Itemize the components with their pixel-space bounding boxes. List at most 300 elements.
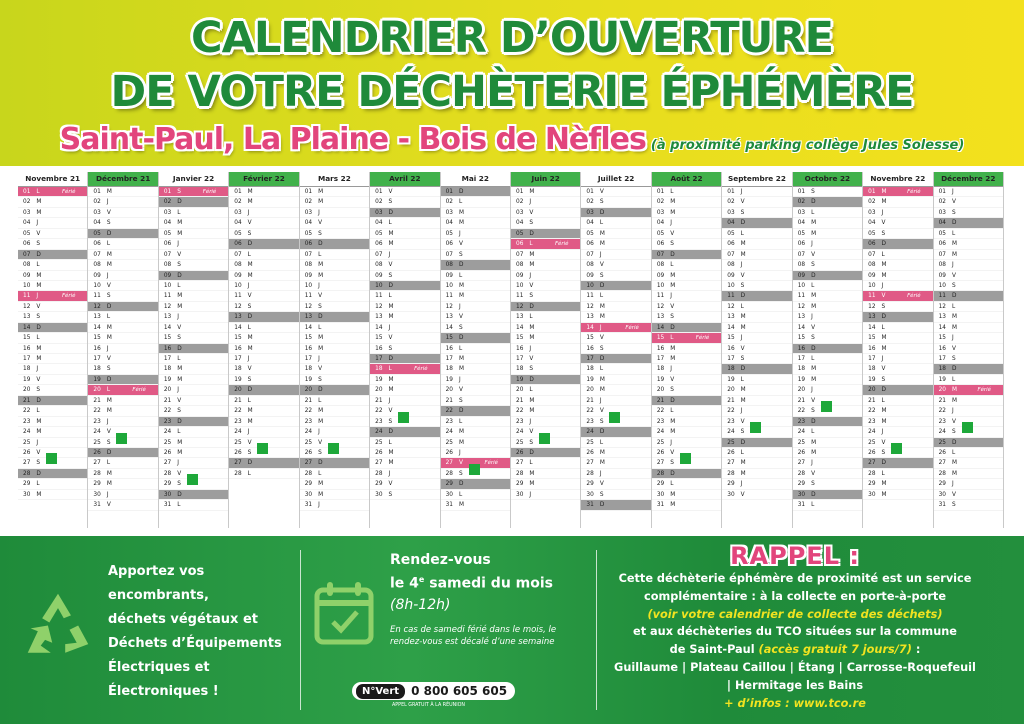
day-number: 07 xyxy=(797,251,806,258)
day-number: 10 xyxy=(868,282,876,289)
month-header: Mai 22 xyxy=(441,172,510,187)
day-row xyxy=(581,490,650,500)
day-number: 08 xyxy=(445,262,453,269)
weekday-letter: M xyxy=(951,251,957,258)
day-row xyxy=(934,375,1003,385)
day-number: 29 xyxy=(656,481,665,488)
day-row xyxy=(511,469,580,479)
weekday-letter: J xyxy=(458,230,461,237)
weekday-letter: L xyxy=(670,262,674,269)
day-row xyxy=(652,344,721,354)
day-number: 14 xyxy=(234,324,242,331)
day-row-sunday xyxy=(300,385,369,395)
rappel-free-access: (accès gratuit 7 jours/7) xyxy=(758,643,912,657)
weekday-letter: D xyxy=(670,397,675,404)
day-row xyxy=(300,500,369,510)
day-number: 27 xyxy=(656,460,665,467)
day-number: 01 xyxy=(727,189,735,195)
day-row xyxy=(229,469,298,479)
weekday-letter: V xyxy=(740,491,745,498)
day-number: 29 xyxy=(375,481,383,488)
weekday-letter: L xyxy=(529,460,533,467)
day-row-holiday xyxy=(159,187,228,197)
weekday-letter: D xyxy=(458,481,464,488)
day-number: 02 xyxy=(586,199,594,206)
open-day-marker xyxy=(398,412,409,423)
weekday-letter: J xyxy=(388,397,391,404)
day-number: 04 xyxy=(375,220,383,227)
holiday-label: Férié xyxy=(132,387,146,394)
day-number: 30 xyxy=(516,491,524,498)
day-number: 24 xyxy=(586,429,594,436)
weekday-letter: S xyxy=(740,282,745,289)
day-number: 09 xyxy=(586,272,594,279)
day-row xyxy=(511,208,580,218)
weekday-letter: J xyxy=(106,199,109,206)
weekday-letter: J xyxy=(740,189,743,195)
day-number: 10 xyxy=(516,282,524,289)
weekday-letter: M xyxy=(388,376,394,383)
weekday-letter: M xyxy=(106,189,112,195)
weekday-letter: S xyxy=(318,230,322,237)
day-number: 17 xyxy=(516,356,524,362)
day-number: 09 xyxy=(656,272,665,279)
weekday-letter: J xyxy=(177,314,179,321)
day-number: 08 xyxy=(375,262,383,269)
weekday-letter: V xyxy=(177,397,182,404)
day-row xyxy=(652,354,721,364)
weekday-letter: L xyxy=(247,251,251,258)
day-row xyxy=(652,218,721,228)
weekday-letter: D xyxy=(529,303,534,310)
day-number: 10 xyxy=(304,282,313,289)
day-number: 11 xyxy=(516,293,524,300)
day-number: 06 xyxy=(516,241,524,248)
weekday-letter: M xyxy=(458,356,464,362)
numero-vert-subtext: APPEL GRATUIT À LA RÉUNION xyxy=(392,703,466,708)
day-number: 28 xyxy=(938,470,946,477)
day-row xyxy=(793,385,862,395)
day-row xyxy=(934,458,1003,468)
weekday-letter: M xyxy=(670,418,676,425)
day-number: 21 xyxy=(304,397,313,404)
day-number: 26 xyxy=(93,449,101,456)
day-row xyxy=(722,333,791,343)
day-number: 26 xyxy=(797,449,806,456)
weekday-letter: M xyxy=(106,481,112,488)
day-number: 14 xyxy=(93,324,101,331)
day-row xyxy=(300,448,369,458)
weekday-letter: S xyxy=(106,293,111,300)
day-number: 25 xyxy=(163,439,172,446)
weekday-letter: V xyxy=(177,470,182,477)
day-row xyxy=(511,354,580,364)
day-number: 30 xyxy=(445,491,453,498)
day-row-sunday xyxy=(863,312,932,322)
weekday-letter: M xyxy=(529,335,535,342)
day-number: 09 xyxy=(304,272,313,279)
day-number: 02 xyxy=(93,199,101,206)
day-number: 22 xyxy=(656,408,665,415)
day-number: 17 xyxy=(868,356,876,362)
day-number: 24 xyxy=(23,429,31,436)
day-number: 20 xyxy=(445,387,453,394)
day-row xyxy=(581,396,650,406)
rappel-collecte-link[interactable]: (voir votre calendrier de collecte des déchets) xyxy=(647,607,943,621)
day-row xyxy=(793,239,862,249)
day-number: 11 xyxy=(656,293,665,300)
weekday-letter: L xyxy=(388,220,392,227)
day-row xyxy=(441,344,510,354)
weekday-letter: J xyxy=(811,314,813,321)
day-row xyxy=(229,281,298,291)
day-row-holiday xyxy=(863,187,932,197)
day-number: 18 xyxy=(304,366,313,373)
weekday-letter: M xyxy=(318,408,324,415)
day-number: 03 xyxy=(516,209,524,216)
weekday-letter: D xyxy=(599,282,605,289)
day-row xyxy=(581,479,650,489)
weekday-letter: L xyxy=(951,376,956,383)
bring-waste-text xyxy=(108,560,298,704)
weekday-letter: M xyxy=(740,387,746,394)
weekday-letter: J xyxy=(740,262,743,269)
day-number: 03 xyxy=(727,209,735,216)
day-row-sunday xyxy=(441,479,510,489)
day-row xyxy=(511,406,580,416)
day-row xyxy=(159,448,228,458)
weekday-letter: S xyxy=(458,324,463,331)
month-header: Avril 22 xyxy=(370,172,439,187)
day-row xyxy=(18,438,87,448)
day-number: 11 xyxy=(304,293,313,300)
weekday-letter: V xyxy=(106,429,111,436)
rendezvous-day-sup: e xyxy=(418,575,425,584)
holiday-label: Férié xyxy=(695,335,710,342)
weekday-letter: L xyxy=(811,356,815,362)
day-number: 09 xyxy=(375,272,383,279)
day-row xyxy=(793,291,862,301)
day-row-sunday xyxy=(370,427,439,437)
day-row xyxy=(88,458,157,468)
weekday-letter: V xyxy=(881,439,886,446)
weekday-letter: M xyxy=(318,345,324,352)
day-number: 14 xyxy=(23,324,31,331)
day-number: 20 xyxy=(93,387,101,394)
day-row xyxy=(370,438,439,448)
weekday-letter: S xyxy=(529,366,534,373)
day-number: 31 xyxy=(93,502,101,509)
weekday-letter: D xyxy=(388,209,393,216)
weekday-letter: V xyxy=(811,470,816,477)
weekday-letter: V xyxy=(458,314,463,321)
day-number: 07 xyxy=(586,251,594,258)
day-row xyxy=(722,479,791,489)
day-number: 03 xyxy=(23,209,31,216)
weekday-letter: V xyxy=(529,209,534,216)
day-row xyxy=(300,479,369,489)
weekday-letter: M xyxy=(740,324,746,331)
month-column xyxy=(300,172,370,528)
day-row xyxy=(652,364,721,374)
weekday-letter: M xyxy=(177,366,183,373)
day-number: 03 xyxy=(656,209,665,216)
weekday-letter: L xyxy=(529,314,533,321)
weekday-letter: M xyxy=(811,230,817,237)
weekday-letter: V xyxy=(740,199,745,206)
day-number: 24 xyxy=(656,429,665,436)
day-row xyxy=(370,291,439,301)
day-row xyxy=(441,438,510,448)
day-number: 03 xyxy=(234,209,242,216)
weekday-letter: J xyxy=(177,387,179,394)
weekday-letter: M xyxy=(529,189,535,195)
day-number: 25 xyxy=(656,439,665,446)
weekday-letter: V xyxy=(106,356,111,362)
day-row xyxy=(863,396,932,406)
day-number: 30 xyxy=(23,491,31,498)
weekday-letter: V xyxy=(951,345,956,352)
rappel-line5-pre: de Saint-Paul xyxy=(669,643,759,657)
day-row xyxy=(159,281,228,291)
weekday-letter: S xyxy=(951,209,956,216)
day-number: 30 xyxy=(304,491,313,498)
weekday-letter: D xyxy=(177,418,182,425)
day-row xyxy=(159,239,228,249)
day-row xyxy=(793,302,862,312)
day-number: 19 xyxy=(23,376,31,383)
day-number: 04 xyxy=(163,220,172,227)
day-row xyxy=(370,250,439,260)
open-day-marker xyxy=(821,401,832,412)
day-number: 19 xyxy=(868,376,876,383)
day-row xyxy=(934,490,1003,500)
day-row xyxy=(581,218,650,228)
day-row xyxy=(159,396,228,406)
day-row xyxy=(511,271,580,281)
weekday-letter: M xyxy=(247,345,253,352)
weekday-letter: J xyxy=(106,418,109,425)
day-row xyxy=(722,302,791,312)
day-number: 18 xyxy=(586,366,594,373)
day-row xyxy=(441,500,510,510)
weekday-letter: M xyxy=(670,356,676,362)
day-number: 10 xyxy=(93,282,101,289)
open-day-marker xyxy=(469,464,480,475)
day-row xyxy=(863,208,932,218)
day-number: 08 xyxy=(656,262,665,269)
day-number: 23 xyxy=(727,418,735,425)
day-number: 14 xyxy=(375,324,383,331)
day-number: 17 xyxy=(234,356,242,362)
day-row xyxy=(934,344,1003,354)
holiday-label: Férié xyxy=(484,460,498,467)
day-row-sunday xyxy=(934,438,1003,448)
weekday-letter: L xyxy=(599,220,604,227)
day-row-sunday xyxy=(863,239,932,249)
day-row xyxy=(370,385,439,395)
day-row-sunday xyxy=(159,197,228,207)
day-number: 01 xyxy=(868,189,876,195)
day-number: 16 xyxy=(163,345,172,352)
day-row xyxy=(18,417,87,427)
weekday-letter: S xyxy=(318,449,322,456)
open-day-marker xyxy=(187,474,198,485)
weekday-letter: J xyxy=(318,209,320,216)
day-row xyxy=(88,260,157,270)
day-number: 25 xyxy=(93,439,101,446)
rappel-website-link[interactable]: + d’infos : www.tco.re xyxy=(724,696,866,710)
day-row-sunday xyxy=(863,385,932,395)
day-row-holiday xyxy=(88,385,157,395)
day-number: 24 xyxy=(304,429,313,436)
day-number: 27 xyxy=(23,460,31,467)
day-number: 05 xyxy=(93,230,101,237)
weekday-letter: S xyxy=(458,397,463,404)
day-number: 01 xyxy=(656,189,665,195)
day-number: 27 xyxy=(727,460,735,467)
weekday-letter: L xyxy=(670,335,674,342)
day-number: 12 xyxy=(93,303,101,310)
weekday-letter: M xyxy=(529,397,535,404)
day-row-sunday xyxy=(159,271,228,281)
day-number: 02 xyxy=(23,199,31,206)
day-row xyxy=(441,291,510,301)
day-row xyxy=(793,469,862,479)
weekday-letter: V xyxy=(529,356,534,362)
day-row xyxy=(863,281,932,291)
weekday-letter: V xyxy=(36,449,41,456)
day-row xyxy=(722,239,791,249)
day-row-sunday xyxy=(722,218,791,228)
day-number: 07 xyxy=(163,251,172,258)
weekday-letter: J xyxy=(318,356,320,362)
day-number: 04 xyxy=(445,220,453,227)
day-number: 11 xyxy=(797,293,806,300)
month-header: Juin 22 xyxy=(511,172,580,187)
day-row-holiday xyxy=(18,291,87,301)
day-number: 09 xyxy=(516,272,524,279)
weekday-letter: M xyxy=(529,470,535,477)
weekday-letter: M xyxy=(388,449,394,456)
weekday-letter: J xyxy=(881,429,884,436)
day-row xyxy=(88,364,157,374)
weekday-letter: L xyxy=(811,502,815,509)
day-row xyxy=(159,323,228,333)
weekday-letter: M xyxy=(388,460,394,467)
day-number: 02 xyxy=(797,199,806,206)
day-row xyxy=(88,197,157,207)
day-number: 06 xyxy=(586,241,594,248)
weekday-letter: V xyxy=(388,408,393,415)
day-row xyxy=(441,229,510,239)
day-row xyxy=(863,344,932,354)
day-row xyxy=(88,490,157,500)
day-number: 29 xyxy=(304,481,313,488)
day-row-sunday xyxy=(652,323,721,333)
day-row xyxy=(934,239,1003,249)
day-number: 10 xyxy=(375,282,383,289)
day-row xyxy=(229,218,298,228)
day-number: 05 xyxy=(727,230,735,237)
month-column xyxy=(722,172,792,528)
weekday-letter: J xyxy=(247,356,250,362)
weekday-letter: M xyxy=(247,335,253,342)
day-row xyxy=(229,302,298,312)
day-number: 23 xyxy=(375,418,383,425)
day-number: 06 xyxy=(23,241,31,248)
day-number: 09 xyxy=(234,272,242,279)
day-row xyxy=(300,229,369,239)
weekday-letter: J xyxy=(599,324,602,331)
day-row xyxy=(88,479,157,489)
weekday-letter: S xyxy=(599,345,604,352)
weekday-letter: D xyxy=(951,220,957,227)
day-number: 24 xyxy=(797,429,806,436)
numero-vert[interactable] xyxy=(352,682,515,700)
weekday-letter: L xyxy=(318,397,322,404)
day-number: 26 xyxy=(304,449,313,456)
month-column xyxy=(159,172,229,528)
day-number: 30 xyxy=(93,491,101,498)
weekday-letter: M xyxy=(177,230,183,237)
weekday-letter: L xyxy=(881,397,885,404)
day-number: 29 xyxy=(586,481,594,488)
day-number: 23 xyxy=(868,418,876,425)
day-number: 05 xyxy=(938,230,946,237)
day-number: 19 xyxy=(586,376,594,383)
day-row xyxy=(511,344,580,354)
day-number: 13 xyxy=(304,314,313,321)
day-number: 01 xyxy=(375,189,383,195)
day-number: 15 xyxy=(727,335,735,342)
day-row xyxy=(934,302,1003,312)
weekday-letter: J xyxy=(247,209,250,216)
day-number: 07 xyxy=(516,251,524,258)
weekday-letter: M xyxy=(177,303,183,310)
weekday-letter: S xyxy=(106,439,111,446)
day-row xyxy=(88,438,157,448)
day-row xyxy=(18,302,87,312)
rappel-line: complémentaire : à la collecte en porte-à-porte xyxy=(644,589,946,603)
info-footer xyxy=(0,536,1024,724)
day-row xyxy=(793,260,862,270)
day-row xyxy=(793,375,862,385)
weekday-letter: V xyxy=(106,502,111,509)
day-number: 14 xyxy=(727,324,735,331)
day-number: 05 xyxy=(234,230,242,237)
weekday-letter: M xyxy=(247,408,253,415)
day-number: 08 xyxy=(586,262,594,269)
day-number: 01 xyxy=(23,189,31,195)
day-number: 18 xyxy=(375,366,383,373)
day-row xyxy=(88,250,157,260)
day-row xyxy=(581,469,650,479)
weekday-letter: M xyxy=(881,199,887,206)
bring-line: encombrants, xyxy=(108,588,209,603)
day-row xyxy=(229,229,298,239)
day-row xyxy=(18,208,87,218)
day-number: 13 xyxy=(868,314,876,321)
weekday-letter: S xyxy=(951,429,956,436)
weekday-letter: S xyxy=(529,293,534,300)
day-row xyxy=(722,187,791,197)
day-number: 30 xyxy=(163,491,172,498)
weekday-letter: J xyxy=(599,470,602,477)
weekday-letter: M xyxy=(318,491,324,498)
day-number: 13 xyxy=(375,314,383,321)
weekday-letter: M xyxy=(177,376,183,383)
